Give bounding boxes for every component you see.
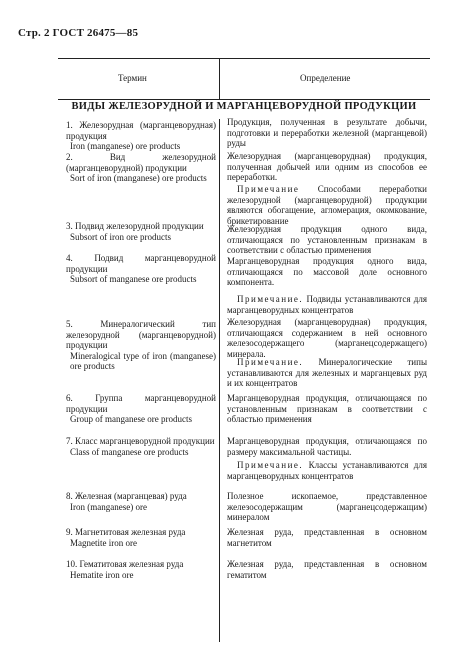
term-8-en: Iron (manganese) ore	[70, 501, 147, 512]
section-title: ВИДЫ ЖЕЛЕЗОРУДНОЙ И МАРГАНЦЕВОРУДНОЙ ПРОДУКЦИИ	[71, 101, 417, 112]
term-4	[66, 253, 216, 285]
note-label: Примечание.	[237, 460, 304, 470]
term-4-ru: 4. Подвид марганцеворудной продукции	[66, 253, 216, 274]
term-2-ru: 2. Вид железорудной (марганцеворудной) продукции	[66, 152, 216, 173]
term-10	[66, 559, 216, 580]
term-3-en: Subsort of iron ore products	[70, 231, 171, 242]
term-5	[66, 319, 216, 372]
column-divider-body	[219, 119, 220, 642]
term-1	[66, 120, 216, 152]
term-6-en: Group of manganese ore products	[70, 414, 192, 424]
term-2	[66, 152, 216, 184]
term-7-ru: 7. Класс марганцеворудной продукции	[66, 436, 215, 446]
term-3	[66, 221, 216, 242]
note-text: Подвиды устанавливаются для марганцеворудных концентратов	[227, 294, 427, 315]
definition-5: Железорудная (марганцеворудная) продукция, отличающаяся содержанием в ней основного железосодержащего (марганецсодержащего) минерала.	[227, 317, 427, 359]
term-10-ru: 10. Гематитовая железная руда	[66, 559, 184, 569]
note-text: Классы устанавливаются для марганцеворудных концентратов	[227, 460, 427, 481]
term-6-ru: 6. Группа марганцеворудной продукции	[66, 393, 216, 414]
note-text: Способами переработки железорудной (марганцеворудной) продукции являются обогащение, агломерация, окомкование, брикетирование	[227, 184, 427, 226]
note-text: Минералогические типы устанавливаются для железных и марганцевых руд и их концентратов	[227, 357, 427, 388]
terms-table	[58, 58, 430, 642]
definition-6: Марганцеворудная продукция, отличающаяся по установленным признакам в соответствии с областью применения	[227, 393, 427, 424]
term-9	[66, 527, 216, 548]
term-3-ru: 3. Подвид железорудной продукции	[66, 221, 204, 231]
term-6	[66, 393, 216, 425]
definition-2-text: Железорудная (марганцеворудная) продукция, полученная добычей или одним из способов ее переработки.	[227, 151, 427, 182]
term-7	[66, 436, 216, 457]
term-1-ru: 1. Железорудная (марганцеворудная) продукция	[66, 120, 216, 141]
definition-7: Марганцеворудная продукция, отличающаяся по размеру максимальной частицы.	[227, 436, 427, 457]
definition-4-note	[227, 294, 427, 315]
term-9-en: Magnetite iron ore	[70, 537, 137, 548]
definition-8: Полезное ископаемое, представленное железосодержащим (марганецсодержащим) минералом	[227, 491, 427, 522]
definition-4: Марганцеворудная продукция одного вида, отличающаяся по массовой доле основного компонента.	[227, 256, 427, 287]
term-1-en: Iron (manganese) ore products	[70, 141, 181, 151]
term-10-en: Hematite iron ore	[70, 569, 134, 580]
definition-5-note	[227, 357, 427, 389]
note-label: Примечание.	[237, 357, 304, 367]
column-header-definition: Определение	[300, 73, 351, 83]
term-2-en: Sort of iron (manganese) ore products	[70, 173, 207, 183]
definition-3: Железорудная продукция одного вида, отличающаяся по установленным признакам в соответствии с областью применения	[227, 224, 427, 255]
term-5-ru: 5. Минералогический тип железорудной (марганцеворудной) продукции	[66, 319, 216, 350]
term-5-en: Mineralogical type of iron (manganese) ore products	[70, 350, 216, 371]
column-header-term: Термин	[118, 73, 147, 83]
header-divider	[58, 99, 430, 100]
term-7-en: Class of manganese ore products	[70, 446, 189, 457]
definition-7-note	[227, 460, 427, 481]
definition-2-note	[227, 184, 427, 226]
term-8	[66, 491, 216, 512]
page-header: Стр. 2 ГОСТ 26475—85	[18, 27, 139, 39]
term-9-ru: 9. Магнетитовая железная руда	[66, 527, 186, 537]
definition-1: Продукция, полученная в результате добычи, подготовки и переработки железной (марганцевой) руды	[227, 117, 427, 148]
note-label: Примечание.	[237, 294, 304, 304]
definition-2	[227, 151, 427, 183]
term-4-en: Subsort of manganese ore products	[70, 274, 197, 284]
definition-9: Железная руда, представленная в основном магнетитом	[227, 527, 427, 548]
term-8-ru: 8. Железная (марганцевая) руда	[66, 491, 187, 501]
note-label: Примечание	[237, 184, 300, 194]
column-divider-header	[219, 59, 220, 99]
definition-10: Железная руда, представленная в основном гематитом	[227, 559, 427, 580]
